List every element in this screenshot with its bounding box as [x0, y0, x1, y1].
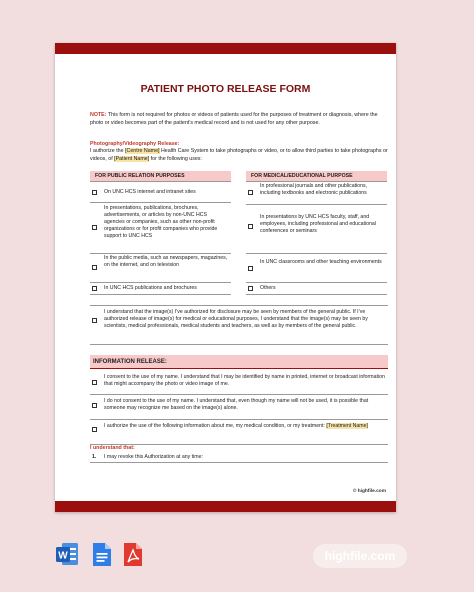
checkbox[interactable]: [92, 318, 97, 323]
centre-name-placeholder[interactable]: [Centre Name]: [125, 148, 160, 154]
checkbox[interactable]: [92, 403, 97, 408]
info-item-label: [104, 423, 386, 430]
right-column-header: FOR MEDICAL/EDUCATIONAL PURPOSE: [246, 171, 387, 182]
left-row: [90, 283, 231, 295]
revoke-text: I may revoke this Authorization at any time:: [104, 454, 203, 460]
copyright: © highfile.com: [352, 489, 386, 494]
right-item-label: In UNC classrooms and other teaching environments: [260, 259, 382, 265]
right-item-label: In presentations by UNC HCS faculty, staff, and employees, including professional and educational conferences or seminars: [260, 214, 376, 235]
google-docs-icon[interactable]: [90, 542, 114, 568]
treatment-text: I authorize the use of the following information about me, my medical condition, or my treatment:: [104, 423, 327, 429]
pdf-icon[interactable]: [121, 542, 145, 568]
note-label: NOTE:: [90, 112, 107, 118]
left-column-header: FOR PUBLIC RELATION PURPOSES: [90, 171, 231, 182]
checkbox[interactable]: [248, 286, 253, 291]
left-item-label: In presentations, publications, brochures, advertisements, or articles by non-UNC HCS agencies or companies, such as other non-profit organizations or for profit companies who provide support to UNC HCS: [104, 205, 218, 240]
item-number: 1.: [92, 454, 97, 460]
right-row: [246, 205, 387, 254]
left-row: [90, 203, 231, 254]
right-item-label: Others: [260, 285, 276, 291]
treatment-name-placeholder[interactable]: [Treatment Name]: [326, 423, 368, 429]
info-item-label: I consent to the use of my name. I understand that I may be identified by name in printed, internet or broadcast information that might accompany the photo or video image of me.: [104, 374, 385, 388]
understand-that-row: [90, 453, 388, 463]
checkbox[interactable]: [92, 286, 97, 291]
left-item-label: In UNC HCS publications and brochures: [104, 285, 197, 291]
understand-that-label: I understand that:: [90, 445, 135, 451]
svg-text:W: W: [58, 550, 68, 562]
left-row: [90, 254, 231, 283]
checkbox[interactable]: [248, 224, 253, 229]
document-page: [55, 43, 396, 512]
right-row: [246, 283, 387, 295]
release-text-2: Health Care System to take photographs or video, or to allow third parties to take photographs or videos, of: [90, 148, 388, 162]
right-item-label: In professional journals and other publications, including textbooks and electronic publications: [260, 183, 367, 197]
release-text-3: for the following uses:: [149, 155, 202, 162]
purposes-table: [90, 171, 387, 304]
checkbox[interactable]: [92, 427, 97, 432]
left-row: [90, 182, 231, 203]
checkbox[interactable]: [92, 225, 97, 230]
checkbox[interactable]: [248, 266, 253, 271]
understand-box: [90, 305, 388, 345]
patient-name-placeholder[interactable]: [Patient Name]: [114, 155, 150, 162]
release-text-1: I authorize the: [90, 148, 126, 154]
right-row: [246, 182, 387, 205]
release-paragraph: [90, 148, 388, 163]
brand-badge[interactable]: highfile.com: [313, 544, 407, 568]
info-row: [90, 395, 388, 420]
form-title: PATIENT PHOTO RELEASE FORM: [140, 83, 311, 95]
left-item-label: In the public media, such as newspapers, magazines, on the internet, and on television: [104, 255, 228, 269]
bottom-band: [55, 501, 396, 512]
release-label: Photography/Videography Release:: [90, 141, 180, 147]
info-row: [90, 420, 388, 445]
note-paragraph: [90, 112, 388, 127]
info-release-header: INFORMATION RELEASE:: [90, 355, 388, 369]
word-icon[interactable]: [55, 542, 79, 568]
checkbox[interactable]: [92, 190, 97, 195]
checkbox[interactable]: [92, 265, 97, 270]
top-band: [55, 43, 396, 54]
understand-text: I understand that the image(s) I’ve authorized for disclosure may be seen by members of the general public. If I’ve authorized release of image(s) for medical or educational purposes, I understand that the image(s) may be seen by scientists, medical professionals, medical students and teachers, as well as by members of the general public.: [104, 309, 368, 330]
note-text: This form is not required for photos or videos of patients used for the purposes of treatment or diagnosis, where the photo or video becomes part of the patient’s medical record and is not used for any other purpose.: [90, 112, 378, 126]
right-row: [246, 254, 387, 283]
checkbox[interactable]: [92, 380, 97, 385]
info-item-label: I do not consent to the use of my name. I understand that, even though my name will not be used, it is possible that someone may recognize me based on the image(s) alone.: [104, 398, 369, 412]
checkbox[interactable]: [248, 190, 253, 195]
info-row: [90, 372, 388, 395]
left-item-label: On UNC HCS internet and intranet sites: [104, 189, 196, 195]
